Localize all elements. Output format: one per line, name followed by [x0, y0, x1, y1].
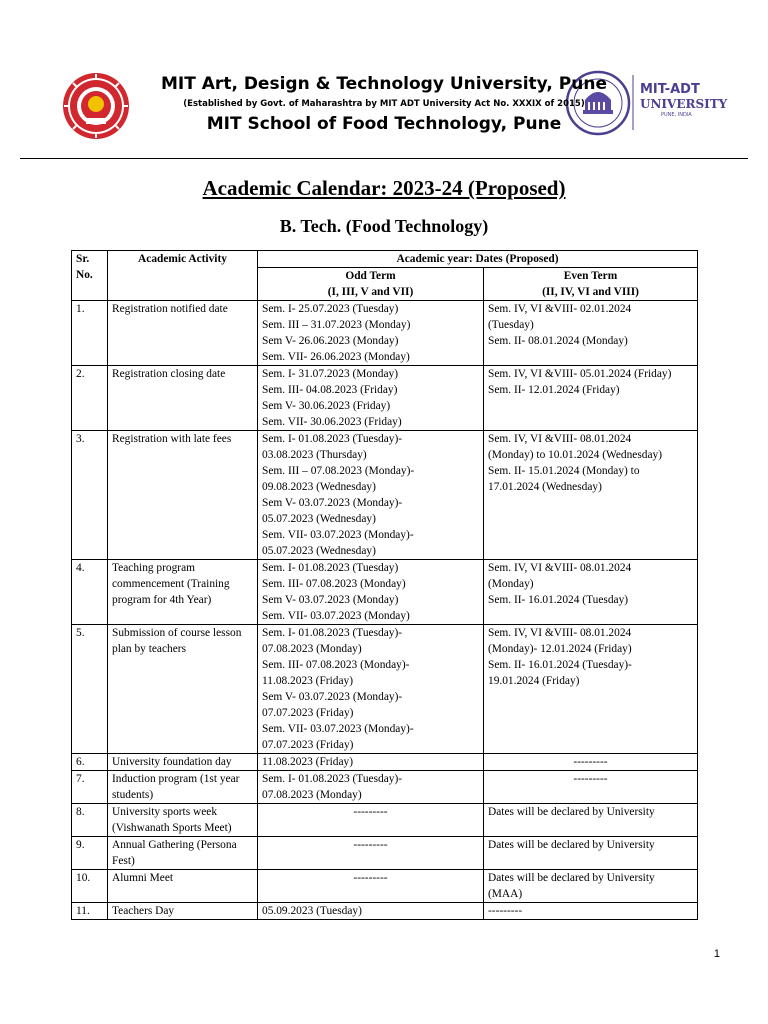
logo-text-location: PUNE, INDIA	[661, 112, 692, 118]
row-odd-term-dates: 11.08.2023 (Friday)	[258, 754, 484, 771]
row-activity: Annual Gathering (Persona Fest)	[108, 837, 258, 870]
table-row	[72, 560, 698, 625]
row-odd-term-dates: 05.09.2023 (Tuesday)	[258, 903, 484, 920]
header-divider	[20, 158, 748, 159]
page-number: 1	[713, 948, 720, 960]
table-row	[72, 837, 698, 870]
table-row	[72, 870, 698, 903]
row-sr-no: 6.	[72, 754, 108, 771]
row-even-term-dates: Dates will be declared by University (MAA)	[484, 870, 698, 903]
university-name: MIT Art, Design & Technology University, Pune	[161, 74, 607, 94]
row-odd-term-dates: ---------	[258, 870, 484, 903]
header-activity: Academic Activity	[108, 251, 258, 301]
row-sr-no: 8.	[72, 804, 108, 837]
row-even-term-dates: Sem. IV, VI &VIII- 08.01.2024 (Monday) to 10.01.2024 (Wednesday) Sem. II- 15.01.2024 (Monday) to 17.01.2024 (Wednesday)	[484, 431, 698, 560]
row-odd-term-dates: Sem. I- 25.07.2023 (Tuesday) Sem. III – 31.07.2023 (Monday) Sem V- 26.06.2023 (Monday) Sem. VII- 26.06.2023 (Monday)	[258, 301, 484, 366]
row-activity: Registration with late fees	[108, 431, 258, 560]
row-activity: Teaching program commencement (Training program for 4th Year)	[108, 560, 258, 625]
row-odd-term-dates: Sem. I- 31.07.2023 (Monday) Sem. III- 04.08.2023 (Friday) Sem V- 30.06.2023 (Friday) Sem. VII- 30.06.2023 (Friday)	[258, 366, 484, 431]
academic-calendar-table	[71, 250, 698, 920]
page-title: Academic Calendar: 2023-24 (Proposed)	[202, 176, 566, 200]
table-row	[72, 625, 698, 754]
row-sr-no: 3.	[72, 431, 108, 560]
page-subtitle: B. Tech. (Food Technology)	[279, 216, 489, 236]
table-row	[72, 771, 698, 804]
row-sr-no: 5.	[72, 625, 108, 754]
row-even-term-dates: ---------	[484, 903, 698, 920]
table-row	[72, 366, 698, 431]
row-even-term-dates: Sem. IV, VI &VIII- 08.01.2024 (Monday) Sem. II- 16.01.2024 (Tuesday)	[484, 560, 698, 625]
row-even-term-dates: Dates will be declared by University	[484, 804, 698, 837]
row-activity: Submission of course lesson plan by teachers	[108, 625, 258, 754]
header-academic-year: Academic year: Dates (Proposed)	[258, 251, 698, 268]
table-row	[72, 754, 698, 771]
table-row	[72, 903, 698, 920]
row-activity: Teachers Day	[108, 903, 258, 920]
row-even-term-dates: Sem. IV, VI &VIII- 02.01.2024 (Tuesday) Sem. II- 08.01.2024 (Monday)	[484, 301, 698, 366]
row-sr-no: 1.	[72, 301, 108, 366]
row-activity: University sports week (Vishwanath Sports Meet)	[108, 804, 258, 837]
row-odd-term-dates: Sem. I- 01.08.2023 (Tuesday)- 07.08.2023 (Monday)	[258, 771, 484, 804]
school-name: MIT School of Food Technology, Pune	[206, 114, 562, 134]
logo-text-mit-adt: MIT-ADT	[640, 82, 700, 97]
row-sr-no: 7.	[72, 771, 108, 804]
row-sr-no: 9.	[72, 837, 108, 870]
row-even-term-dates: ---------	[484, 754, 698, 771]
header-sr-no: Sr. No.	[72, 251, 108, 301]
row-sr-no: 4.	[72, 560, 108, 625]
row-even-term-dates: Sem. IV, VI &VIII- 08.01.2024 (Monday)- 12.01.2024 (Friday) Sem. II- 16.01.2024 (Tuesday)- 19.01.2024 (Friday)	[484, 625, 698, 754]
logo-text-university: UNIVERSITY	[640, 97, 728, 111]
row-sr-no: 2.	[72, 366, 108, 431]
table-row	[72, 301, 698, 366]
row-odd-term-dates: ---------	[258, 837, 484, 870]
row-activity: Alumni Meet	[108, 870, 258, 903]
row-activity: Registration closing date	[108, 366, 258, 431]
row-even-term-dates: Sem. IV, VI &VIII- 05.01.2024 (Friday) Sem. II- 12.01.2024 (Friday)	[484, 366, 698, 431]
row-even-term-dates: ---------	[484, 771, 698, 804]
row-even-term-dates: Dates will be declared by University	[484, 837, 698, 870]
row-sr-no: 10.	[72, 870, 108, 903]
header-odd-term: Odd Term (I, III, V and VII)	[258, 268, 484, 301]
calendar-rows	[72, 301, 698, 920]
row-sr-no: 11.	[72, 903, 108, 920]
row-activity: Registration notified date	[108, 301, 258, 366]
row-activity: University foundation day	[108, 754, 258, 771]
table-row	[72, 431, 698, 560]
header-even-term: Even Term (II, IV, VI and VIII)	[484, 268, 698, 301]
row-odd-term-dates: ---------	[258, 804, 484, 837]
row-odd-term-dates: Sem. I- 01.08.2023 (Tuesday)- 07.08.2023 (Monday) Sem. III- 07.08.2023 (Monday)- 11.08.2023 (Friday) Sem V- 03.07.2023 (Monday)- 07.07.2023 (Friday) Sem. VII- 03.07.2023 (Monday)- 07.07.2023 (Friday)	[258, 625, 484, 754]
row-odd-term-dates: Sem. I- 01.08.2023 (Tuesday)- 03.08.2023 (Thursday) Sem. III – 07.08.2023 (Monday)- 09.08.2023 (Wednesday) Sem V- 03.07.2023 (Monday)- 05.07.2023 (Wednesday) Sem. VII- 03.07.2023 (Monday)- 05.07.2023 (Wednesday)	[258, 431, 484, 560]
row-odd-term-dates: Sem. I- 01.08.2023 (Tuesday) Sem. III- 07.08.2023 (Monday) Sem V- 03.07.2023 (Monday) Sem. VII- 03.07.2023 (Monday)	[258, 560, 484, 625]
established-note: (Established by Govt. of Maharashtra by MIT ADT University Act No. XXXIX of 2015)	[183, 99, 585, 109]
table-row	[72, 804, 698, 837]
row-activity: Induction program (1st year students)	[108, 771, 258, 804]
